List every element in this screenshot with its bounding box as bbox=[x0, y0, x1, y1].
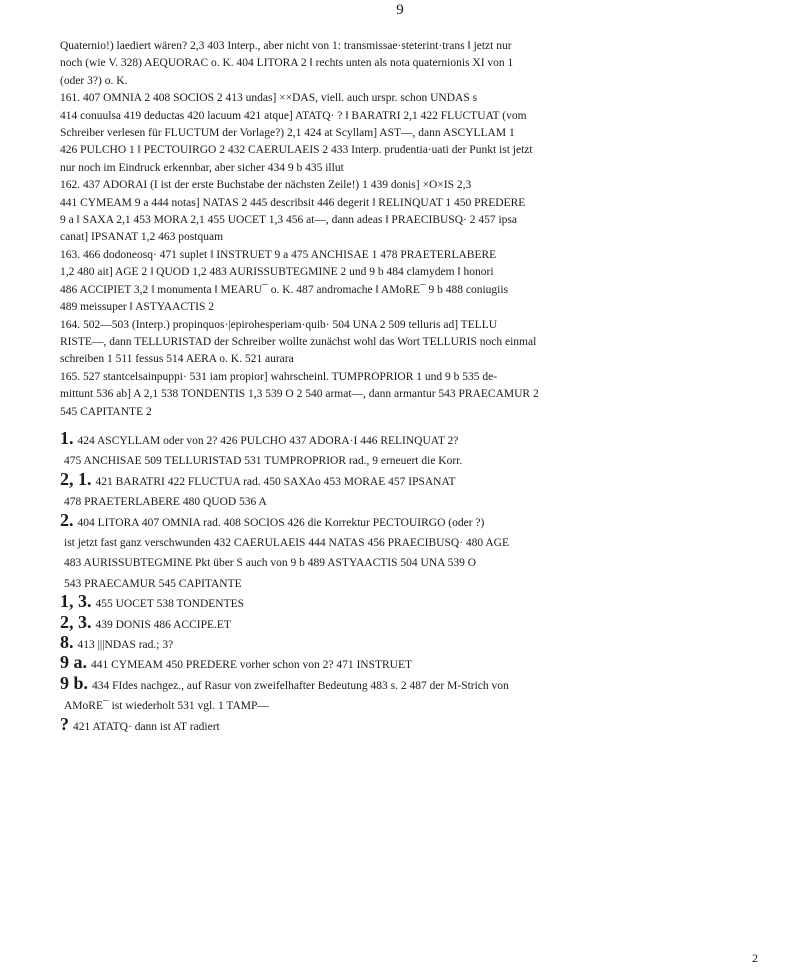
apparatus-line: 486 ACCIPIET 3,2 ‖ monumenta ‖ MEARU¯ o. K. 487 andromache ‖ AMoRE¯ 9 b 488 coniugiis bbox=[60, 283, 509, 296]
correction-text: 543 PRAECAMUR 545 CAPITANTE bbox=[64, 577, 242, 590]
correction-hand-number: 1, 3. bbox=[60, 593, 92, 612]
apparatus-line: 426 PULCHO 1 ‖ PECTOUIRGO 2 432 CAERULAEIS 2 433 Interp. prudentia·uati der Punkt ist jetzt bbox=[60, 144, 533, 157]
correction-line bbox=[60, 491, 760, 511]
correction-hand-number: 9 a. bbox=[60, 654, 87, 673]
page-number: 9 bbox=[396, 2, 404, 18]
apparatus-line: 489 meissuper ‖ ASTYAACTIS 2 bbox=[60, 301, 215, 314]
correction-text: AMoRE¯ ist wiederholt 531 vgl. 1 TAMP— bbox=[64, 700, 269, 713]
correction-hand-number: 8. bbox=[60, 634, 74, 652]
apparatus-line: 414 conuulsa 419 deductas 420 lacuum 421 atque] ATATQ· ? ‖ BARATRI 2,1 422 FLUCTUAT (vom bbox=[60, 109, 527, 122]
apparatus-line: 441 CYMEAM 9 a 444 notas] NATAS 2 445 describsit 446 degerit ‖ RELINQUAT 1 450 PREDERE bbox=[60, 196, 526, 209]
apparatus-line: mittunt 536 ab] A 2,1 538 TONDENTIS 1,3 539 O 2 540 armat—, dann armantur 543 PRAECAMUR 2 bbox=[60, 388, 539, 401]
correction-line bbox=[60, 634, 760, 654]
correction-list bbox=[60, 430, 760, 736]
apparatus-line: 163. 466 dodoneosq· 471 suplet ‖ INSTRUET 9 a 475 ANCHISAE 1 478 PRAETERLABERE bbox=[60, 248, 497, 261]
correction-line bbox=[60, 532, 760, 552]
correction-line bbox=[60, 512, 760, 532]
apparatus-text bbox=[60, 38, 760, 736]
correction-line bbox=[60, 614, 760, 634]
correction-text: ist jetzt fast ganz verschwunden 432 CAERULAEIS 444 NATAS 456 PRAECIBUSQ· 480 AGE bbox=[64, 536, 509, 549]
apparatus-line: 164. 502—503 (Interp.) propinquos·|epirohesperiam·quib· 504 UNA 2 509 telluris ad] TELLU bbox=[60, 318, 498, 331]
correction-text: 421 BARATRI 422 FLUCTUA rad. 450 SAXAo 453 MORAE 457 IPSANAT bbox=[95, 475, 456, 488]
apparatus-line: canat] IPSANAT 1,2 463 postquam bbox=[60, 231, 224, 244]
correction-line bbox=[60, 654, 760, 674]
apparatus-line: 1,2 480 ait] AGE 2 ‖ QUOD 1,2 483 AURISSUBTEGMINE 2 und 9 b 484 clamydem ‖ honori bbox=[60, 266, 494, 279]
apparatus-line: noch (wie V. 328) AEQUORAC o. K. 404 LITORA 2 ‖ rechts unten als nota quaternionis XI von 1 bbox=[60, 57, 514, 70]
correction-hand-number: ? bbox=[60, 715, 69, 734]
correction-hand-number: 2, 1. bbox=[60, 470, 92, 489]
apparatus-lines bbox=[60, 38, 760, 421]
apparatus-line: Schreiber verlesen für FLUCTUM der Vorlage?) 2,1 424 at Scyllam] AST—, dann ASCYLLAM 1 bbox=[60, 127, 515, 140]
correction-text: 439 DONIS 486 ACCIPE.ET bbox=[95, 618, 231, 631]
correction-text: 404 LITORA 407 OMNIA rad. 408 SOCIOS 426 die Korrektur PECTOUIRGO (oder ?) bbox=[77, 516, 485, 529]
apparatus-line: 9 a ‖ SAXA 2,1 453 MORA 2,1 455 UOCET 1,3 456 at—, dann adeas ‖ PRAECIBUSQ· 2 457 ipsa bbox=[60, 214, 517, 227]
correction-hand-number: 1. bbox=[60, 429, 74, 448]
correction-line bbox=[60, 695, 760, 715]
apparatus-line: Quaternio!) laediert wären? 2,3 403 Interp., aber nicht von 1: transmissae·steterint·trans ‖ jetzt nur bbox=[60, 40, 512, 52]
correction-text: 455 UOCET 538 TONDENTES bbox=[95, 598, 245, 611]
correction-hand-number: 9 b. bbox=[60, 674, 89, 693]
correction-hand-number: 2, 3. bbox=[60, 613, 92, 632]
correction-text: 441 CYMEAM 450 PREDERE vorher schon von 2? 471 INSTRUET bbox=[91, 659, 413, 672]
correction-text: 424 ASCYLLAM oder von 2? 426 PULCHO 437 ADORA·I 446 RELINQUAT 2? bbox=[77, 434, 459, 447]
correction-line bbox=[60, 675, 760, 695]
apparatus-line: nur noch im Eindruck erkennbar, aber sicher 434 9 b 435 illut bbox=[60, 161, 344, 174]
correction-line bbox=[60, 471, 760, 491]
footer-signature: 2 bbox=[752, 951, 758, 965]
apparatus-line: schreiben 1 511 fessus 514 AERA o. K. 521 aurara bbox=[60, 353, 294, 366]
correction-text: 434 FIdes nachgez., auf Rasur von zweifelhafter Bedeutung 483 s. 2 487 der M-Strich von bbox=[92, 679, 509, 692]
correction-hand-number: 2. bbox=[60, 511, 74, 530]
correction-text: 475 ANCHISAE 509 TELLURISTAD 531 TUMPROPRIOR rad., 9 erneuert die Korr. bbox=[64, 455, 463, 468]
correction-line bbox=[60, 552, 760, 572]
apparatus-line: 161. 407 OMNIA 2 408 SOCIOS 2 413 undas] ××DAS, viell. auch urspr. schon UNDAS s bbox=[60, 92, 478, 105]
apparatus-line: (oder 3?) o. K. bbox=[60, 74, 128, 87]
correction-text: 483 AURISSUBTEGMINE Pkt über S auch von 9 b 489 ASTYAACTIS 504 UNA 539 O bbox=[64, 557, 477, 570]
apparatus-line: 162. 437 ADORAI (I ist der erste Buchstabe der nächsten Zeile!) 1 439 donis] ×O×IS 2,3 bbox=[60, 179, 472, 192]
apparatus-line: RISTE—, dann TELLURISTAD der Schreiber wollte zunächst wohl das Wort TELLURIS noch einmal bbox=[60, 335, 537, 348]
apparatus-line: 165. 527 stantcelsainpuppi· 531 iam propior] wahrscheinl. TUMPROPRIOR 1 und 9 b 535 de- bbox=[60, 370, 498, 383]
correction-line bbox=[60, 430, 760, 450]
correction-text: 421 ATATQ· dann ist AT radiert bbox=[73, 720, 220, 733]
correction-line bbox=[60, 716, 760, 736]
correction-text: 413 |||NDAS rad.; 3? bbox=[77, 639, 174, 651]
correction-line bbox=[60, 573, 760, 593]
correction-text: 478 PRAETERLABERE 480 QUOD 536 A bbox=[64, 496, 267, 509]
correction-line bbox=[60, 593, 760, 613]
apparatus-line: 545 CAPITANTE 2 bbox=[60, 405, 152, 418]
correction-line bbox=[60, 450, 760, 470]
